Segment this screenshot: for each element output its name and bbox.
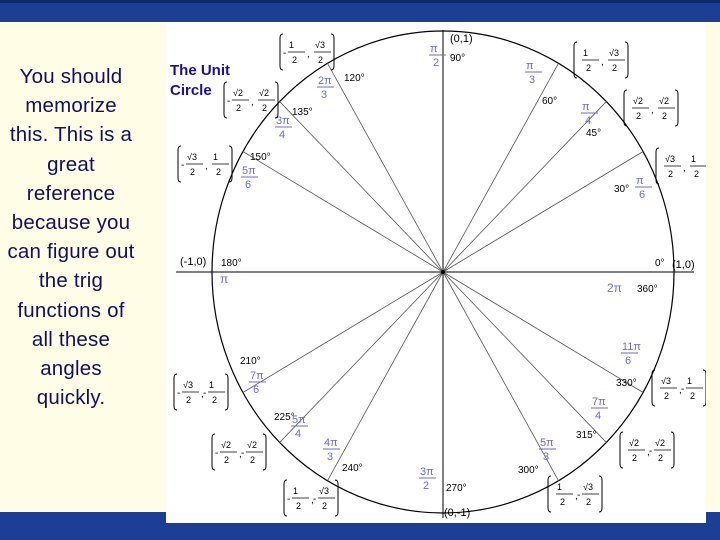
coord-pair xyxy=(624,90,678,126)
coord-numerator: 1 xyxy=(557,482,563,492)
coord-comma: , xyxy=(679,385,682,396)
coord-denominator: 2 xyxy=(632,453,638,463)
angle-150-degrees: 150° xyxy=(250,152,271,163)
coord-denominator: 2 xyxy=(690,391,696,401)
angle-90-radian-den: 2 xyxy=(433,57,440,69)
angle-225-degrees: 225° xyxy=(274,412,295,423)
coord-numerator: √3 xyxy=(661,376,671,386)
coord-numerator: √2 xyxy=(259,88,269,98)
coord-denominator: 2 xyxy=(694,169,700,179)
angle-120-radian-den: 3 xyxy=(321,89,328,101)
coord-sign: - xyxy=(177,388,181,399)
coord-comma: , xyxy=(683,163,686,174)
coord-right-paren xyxy=(625,42,628,78)
coord-denominator: 2 xyxy=(292,55,298,65)
coord-sign: - xyxy=(313,494,317,505)
coord-denominator: 2 xyxy=(250,455,256,465)
coord-denominator: 2 xyxy=(668,169,674,179)
coord-denominator: 2 xyxy=(658,453,664,463)
coord-numerator: 1 xyxy=(293,486,299,496)
axis-point-top: (0,1) xyxy=(450,33,473,45)
coord-denominator: 2 xyxy=(262,103,268,113)
coord-denominator: 2 xyxy=(560,497,566,507)
coord-comma: , xyxy=(575,491,578,502)
coord-numerator: √2 xyxy=(633,96,643,106)
coord-numerator: √2 xyxy=(233,88,243,98)
coord-denominator: 2 xyxy=(236,103,242,113)
coord-right-paren xyxy=(263,434,266,470)
axis-point-right: (1,0) xyxy=(672,259,695,271)
angle-240-degrees: 240° xyxy=(342,463,363,474)
coord-left-paren xyxy=(624,90,627,126)
coord-sign: - xyxy=(241,448,245,459)
coord-right-paren xyxy=(703,370,706,406)
coord-comma: , xyxy=(239,449,242,460)
angle-315-degrees: 315° xyxy=(576,430,597,441)
coord-numerator: √3 xyxy=(319,486,329,496)
origin-point xyxy=(441,270,445,274)
angle-135-radian-den: 4 xyxy=(279,129,286,141)
coord-denominator: 2 xyxy=(664,391,670,401)
coord-numerator: √2 xyxy=(659,96,669,106)
axis-point-bottom: (0,-1) xyxy=(444,507,471,519)
coord-sign: - xyxy=(681,384,685,395)
coord-left-paren xyxy=(620,432,623,468)
coord-comma: , xyxy=(205,161,208,172)
coord-sign: - xyxy=(577,490,581,501)
unit-circle-panel xyxy=(166,24,706,523)
coord-left-paren xyxy=(548,476,551,512)
coord-right-paren xyxy=(675,90,678,126)
coord-sign: - xyxy=(215,448,219,459)
angle-90-degrees: 90° xyxy=(450,53,466,64)
coord-pair xyxy=(620,432,674,468)
angle-330-radian-num: 11π xyxy=(622,341,642,353)
coord-numerator: 1 xyxy=(687,376,693,386)
angle-240-radian-den: 3 xyxy=(327,451,334,463)
angle-0-radians: 2π xyxy=(607,281,622,295)
ray-120 xyxy=(328,63,444,272)
ray-30 xyxy=(443,152,646,273)
angle-180-degrees: 180° xyxy=(221,258,242,269)
coord-pair xyxy=(212,434,266,470)
ray-60 xyxy=(443,63,559,272)
coord-comma: , xyxy=(201,389,204,400)
coord-numerator: 1 xyxy=(583,48,589,58)
coord-sign: - xyxy=(649,446,653,457)
coord-comma: , xyxy=(651,105,654,116)
angle-180-radians: π xyxy=(220,272,229,286)
coord-numerator: √3 xyxy=(315,40,325,50)
coord-numerator: 1 xyxy=(289,40,295,50)
coord-pair xyxy=(284,480,338,516)
axis-point-left: (-1,0) xyxy=(180,256,207,268)
coord-numerator: √2 xyxy=(655,438,665,448)
diagram-title-line1: The Unit xyxy=(170,62,230,79)
coord-pair xyxy=(178,146,232,182)
coord-denominator: 2 xyxy=(212,395,218,405)
ray-315 xyxy=(443,272,606,442)
ray-45 xyxy=(443,102,606,272)
coord-denominator: 2 xyxy=(322,501,328,511)
coord-denominator: 2 xyxy=(186,395,192,405)
coord-numerator: 1 xyxy=(691,154,697,164)
coord-left-paren xyxy=(574,42,577,78)
angle-60-radian-num: π xyxy=(526,60,534,72)
coord-denominator: 2 xyxy=(224,455,230,465)
angle-300-radian-den: 3 xyxy=(543,451,550,463)
coord-numerator: √3 xyxy=(183,380,193,390)
coord-right-paren xyxy=(599,476,602,512)
coord-comma: , xyxy=(601,57,604,68)
coord-denominator: 2 xyxy=(586,63,592,73)
angle-135-radian-num: 3π xyxy=(276,115,290,127)
ray-210 xyxy=(243,272,443,393)
angle-330-radian-den: 6 xyxy=(625,355,632,367)
ray-150 xyxy=(243,152,443,273)
coord-numerator: √3 xyxy=(609,48,619,58)
coord-pair xyxy=(652,370,706,406)
top-banner xyxy=(0,0,720,22)
angle-225-radian-num: 5π xyxy=(292,414,306,426)
coord-denominator: 2 xyxy=(190,167,196,177)
angle-60-radian-den: 3 xyxy=(529,74,536,86)
coord-left-paren xyxy=(656,148,659,184)
angle-270-degrees: 270° xyxy=(446,483,467,494)
coord-sign: - xyxy=(227,96,231,107)
angle-45-radian-den: 4 xyxy=(585,115,592,127)
coord-numerator: √3 xyxy=(665,154,675,164)
coord-comma: , xyxy=(307,49,310,60)
angle-300-degrees: 300° xyxy=(518,465,539,476)
coord-comma: , xyxy=(311,495,314,506)
coord-pair xyxy=(574,42,628,78)
ray-240 xyxy=(328,272,444,481)
angle-30-radian-den: 6 xyxy=(639,189,646,201)
coord-denominator: 2 xyxy=(296,501,302,511)
coord-numerator: √2 xyxy=(221,440,231,450)
coord-left-paren xyxy=(652,370,655,406)
angle-150-radian-den: 6 xyxy=(245,179,252,191)
angle-210-radian-den: 6 xyxy=(253,384,260,396)
angle-210-radian-num: 7π xyxy=(250,370,264,382)
coord-right-paren xyxy=(331,34,334,70)
angle-330-degrees: 330° xyxy=(616,378,637,389)
coord-denominator: 2 xyxy=(636,111,642,121)
unit-circle-diagram xyxy=(166,24,706,523)
coord-right-paren xyxy=(671,432,674,468)
coord-sign: - xyxy=(287,494,291,505)
angle-45-degrees: 45° xyxy=(586,128,602,139)
coord-denominator: 2 xyxy=(216,167,222,177)
angle-300-radian-num: 5π xyxy=(540,437,554,449)
coord-pair xyxy=(548,476,602,512)
coord-denominator: 2 xyxy=(586,497,592,507)
ray-135 xyxy=(280,102,443,272)
angle-60-degrees: 60° xyxy=(542,96,558,107)
angle-120-degrees: 120° xyxy=(344,73,365,84)
angle-270-radian-den: 2 xyxy=(423,480,430,492)
coord-numerator: 1 xyxy=(209,380,215,390)
angle-0-degrees: 0° xyxy=(655,258,665,269)
coord-pair xyxy=(174,374,228,410)
angle-90-radian-num: π xyxy=(430,43,438,55)
angle-270-radian-num: 3π xyxy=(420,466,434,478)
coord-numerator: 1 xyxy=(213,152,219,162)
coord-denominator: 2 xyxy=(662,111,668,121)
coord-comma: , xyxy=(251,97,254,108)
coord-denominator: 2 xyxy=(612,63,618,73)
angle-150-radian-num: 5π xyxy=(242,165,256,177)
angle-225-radian-den: 4 xyxy=(295,428,302,440)
angle-120-radian-num: 2π xyxy=(318,75,332,87)
coord-numerator: √3 xyxy=(583,482,593,492)
slide-note: You should memorize this. This is a great reference because you can figure out the trig functions of all these angles quickly. xyxy=(7,65,135,410)
angle-30-degrees: 30° xyxy=(614,184,630,195)
angle-135-degrees: 135° xyxy=(292,107,313,118)
angle-0-degrees-alt: 360° xyxy=(637,284,658,295)
angle-210-degrees: 210° xyxy=(240,356,261,367)
coord-right-paren xyxy=(275,82,278,118)
angle-45-radian-num: π xyxy=(582,101,590,113)
coord-denominator: 2 xyxy=(318,55,324,65)
coord-pair xyxy=(656,148,706,184)
coord-numerator: √2 xyxy=(247,440,257,450)
angle-30-radian-num: π xyxy=(636,175,644,187)
angle-240-radian-num: 4π xyxy=(324,437,338,449)
coord-sign: - xyxy=(283,48,287,59)
coord-sign: - xyxy=(203,388,207,399)
coord-comma: , xyxy=(647,447,650,458)
coord-numerator: √3 xyxy=(187,152,197,162)
coord-sign: - xyxy=(181,160,185,171)
angle-315-radian-num: 7π xyxy=(592,396,606,408)
coord-right-paren xyxy=(225,374,228,410)
coord-numerator: √2 xyxy=(629,438,639,448)
diagram-title-line2: Circle xyxy=(170,82,212,99)
angle-315-radian-den: 4 xyxy=(595,410,602,422)
